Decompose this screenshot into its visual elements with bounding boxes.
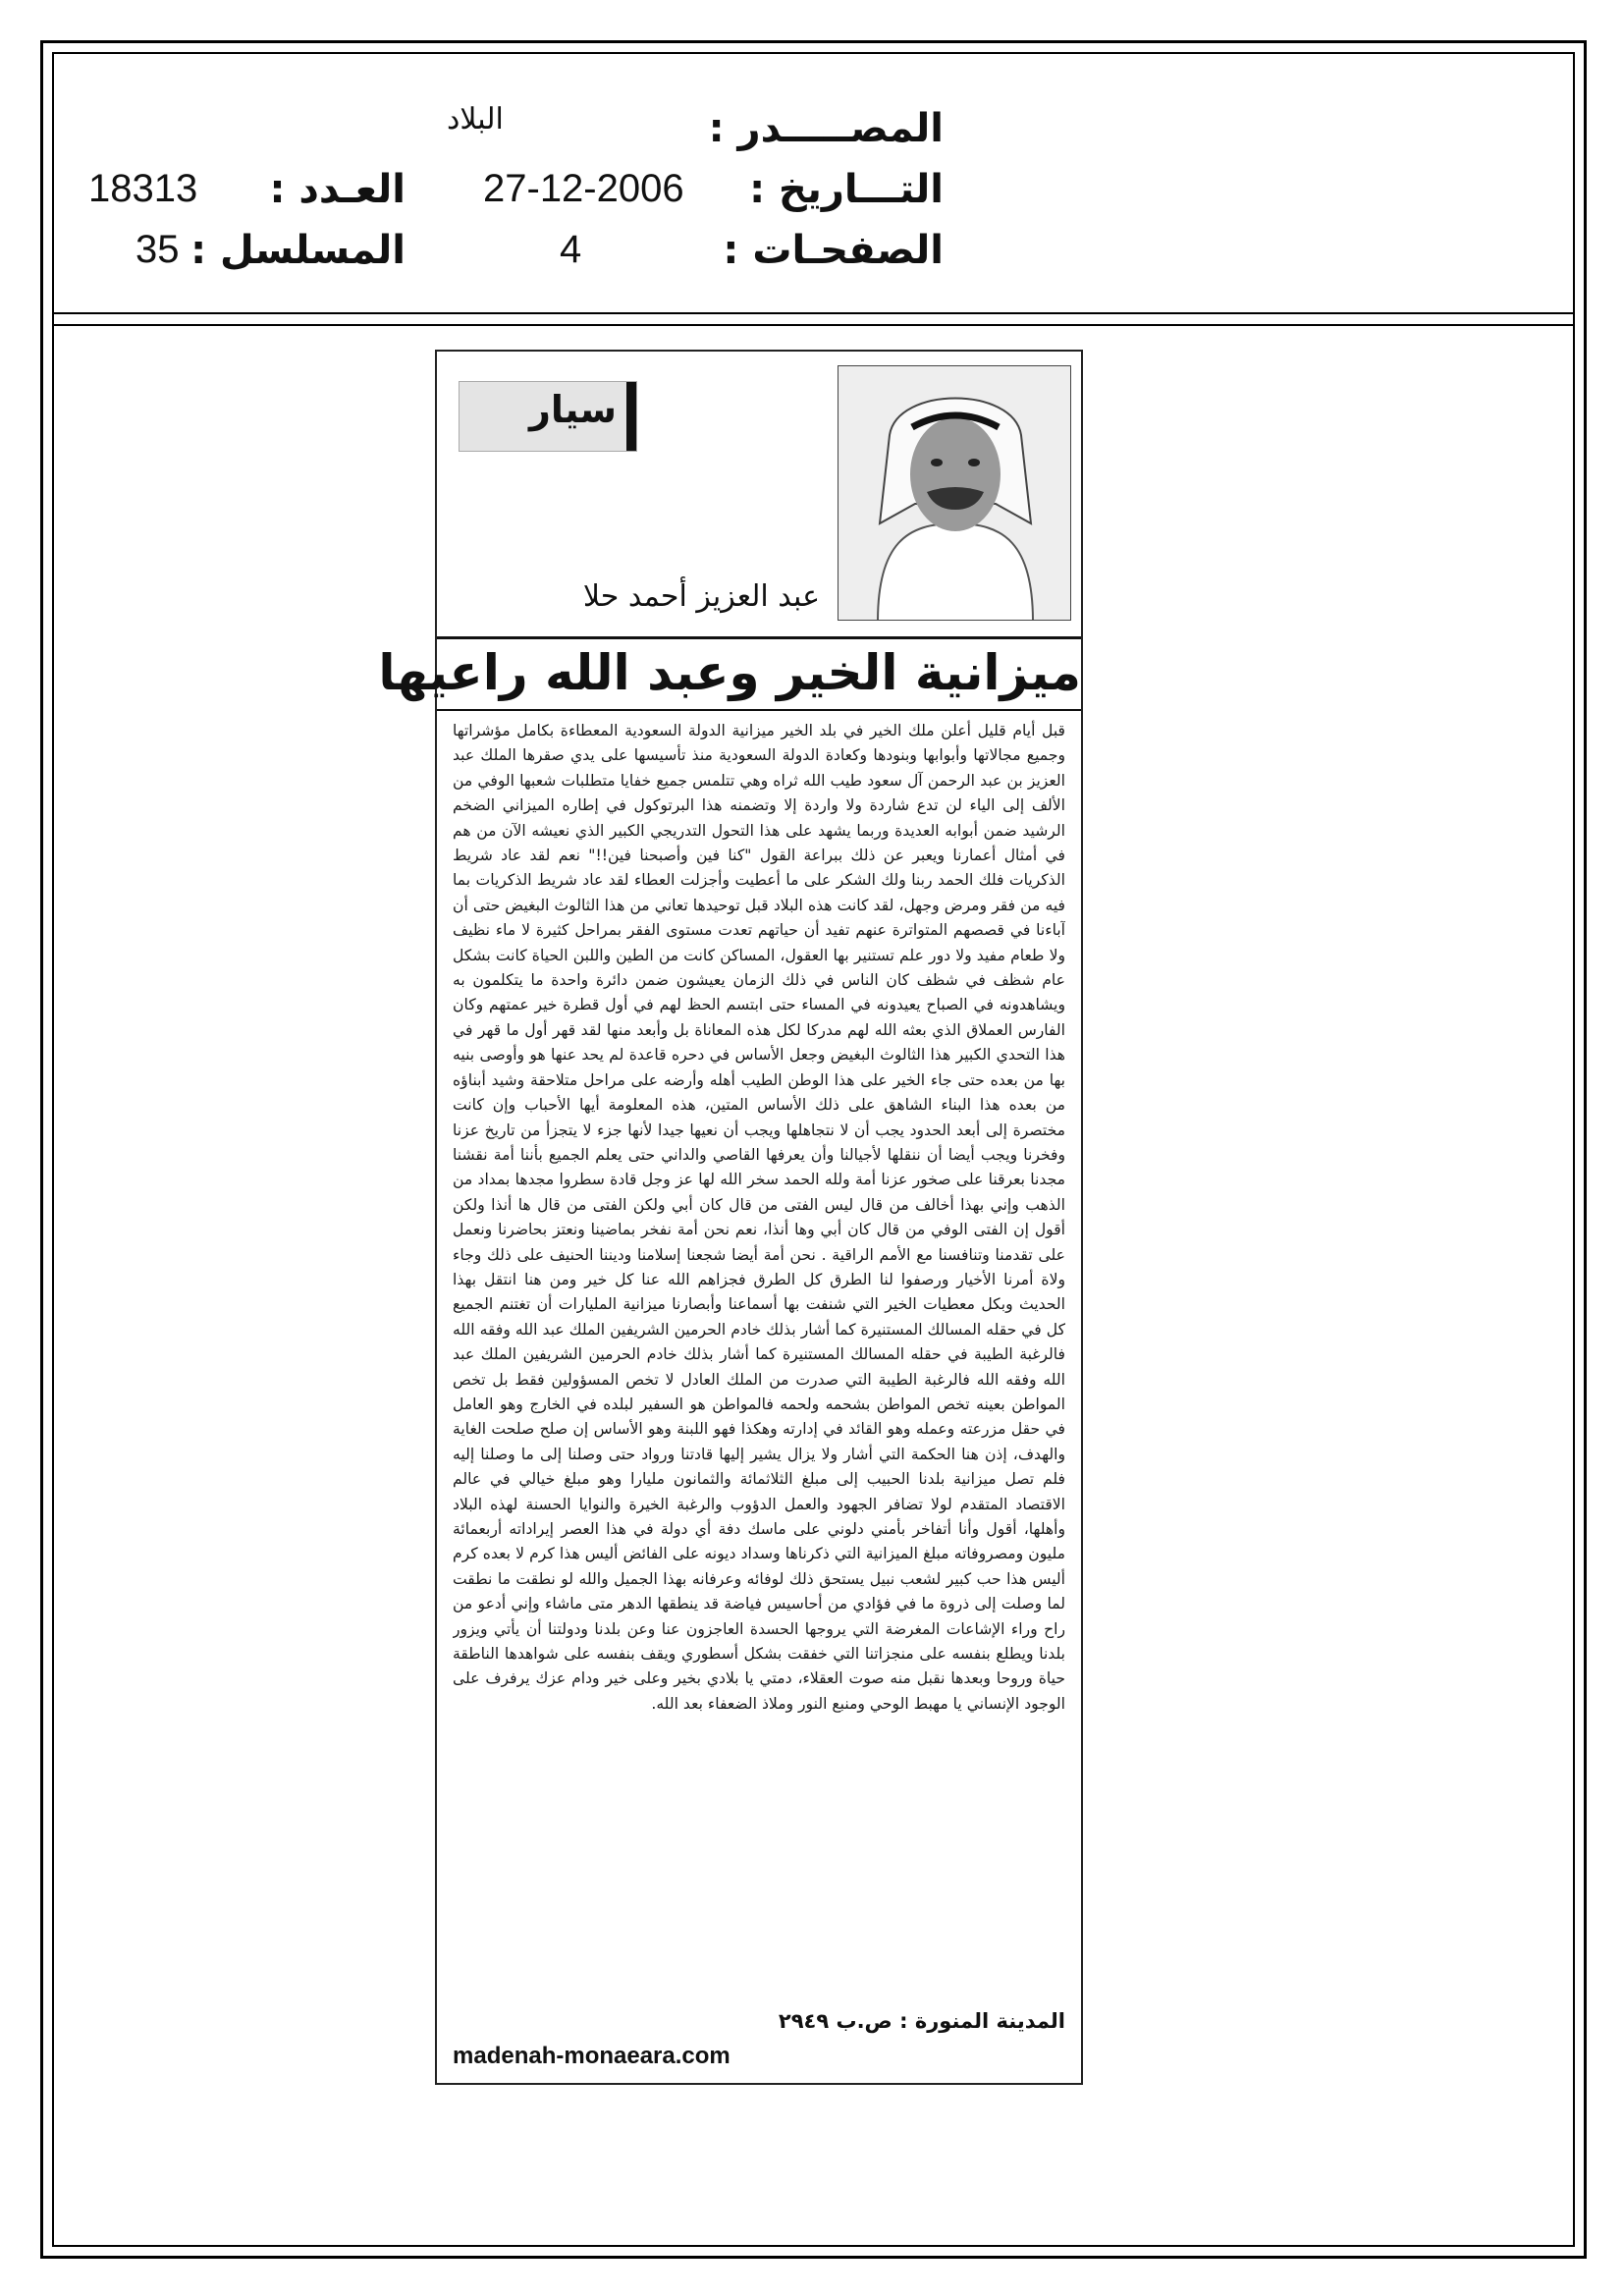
- column-kicker: [459, 381, 637, 452]
- source-label: المصـــــدر :: [708, 106, 944, 151]
- issue-value: 18313: [88, 167, 198, 210]
- author-name: عبد العزيز أحمد حلا: [582, 579, 820, 614]
- pages-value: 4: [560, 228, 582, 271]
- article-body: قبل أيام قليل أعلن ملك الخير في بلد الخير ميزانية الدولة السعودية المعطاءة بكامل مؤشراتها وجميع مجالاتها وأبوابها وبنودها وكعادة الدولة السعودية منذ تأسيسها على يدي صقرها الملك عبد العزيز بن عبد الرحمن آل سعود طيب الله ثراه وهي تتلمس جميع خفايا متطلبات شعبها الوفي من الألف إلى الياء لن تدع شاردة ولا واردة إلا وتضمنه هذا البرتوكول في إطاره الميزاني الضخم الرشيد ضمن أبوابه العديدة وربما يشهد على هذا التحول التدريجي الكبير الذي نعيشه الآن من هم في أمثال أعمارنا ويعبر عن ذلك ببراعة القول "كنا فين وأصبحنا فين!!" نعم لقد عاد شريط الذكريات فلك الحمد ربنا ولك الشكر على ما أعطيت وأجزلت العطاء لقد عاد شريط الذكريات بما فيه من فقر ومرض وجهل، لقد كانت هذه البلاد قبل توحيدها تعاني من هذا الثالوث البغيض حتى أن آباءنا في قصصهم المتواترة عنهم تفيد أن حياتهم تعدت مستوى الفقر بمراحل كثيرة لا ماء نظيف ولا طعام مفيد ولا دور علم تستنير بها العقول، المساكن كانت من الطين واللبن الحياة كانت بشكل عام شظف في شظف كان الناس في ذلك الزمان يعيشون ضمن دائرة واحدة ما يتكلمون به ويشاهدونه في الصباح يعيدونه في المساء حتى ابتسم الحظ لهم في أول قطرة خير عمتهم وكان الفارس العملاق الذي بعثه الله لهم مدركا لكل هذه المعاناة بل وأبعد منها لقد قهر أول ما قهر في هذا التحدي الكبير هذا الثالوث البغيض وجعل الأساس في دحره قاعدة لم يحد عنها هو وأوصى بنيه بها من بعده حتى جاء الخير على هذا الوطن الطيب أهله وأرضه على مراحل متلاحقة وشيد أبناؤه من بعده هذا البناء الشاهق على ذلك الأساس المتين، هذه المعلومة أيها الأحباب وإن كانت مختصرة إلى أبعد الحدود يجب أن لا نتجاهلها ويجب أن نعيها جيدا لأنها جزء لا يتجزأ من تاريخ عزنا وفخرنا ويجب أيضا أن ننقلها لأجيالنا وأن يعرفها القاصي والداني حتى يعلم الجميع بأننا أمة نقشنا مجدنا بعرقنا على صخور عزنا أمة ولله الحمد سخر الله لها عز وجل قادة سطروا مجدها بمداد من الذهب وإني بهذا أخالف من قال ليس الفتى من قال كان أبي ولكن الفتى من قال ها أنذا ولكن أقول إن الفتى الوفي من قال كان أبي وها أنذا، نعم نحن أمة نفخر بماضينا ونعتز بحاضرنا ونعمل على تقدمنا وتنافسنا مع الأمم الراقية . نحن أمة أيضا شجعنا إسلامنا وديننا الحنيف على ذلك وجاء ولاة أمرنا الأخيار ورصفوا لنا الطرق كل الطرق فجزاهم الله عنا كل خير ومن هنا انتقل بهذا الحديث وبكل معطيات الخير التي شنفت بها أسماعنا وأبصارنا ميزانية المليارات أن تغتنم الجميع كل في حقله المسالك المستنيرة كما أشار بذلك خادم الحرمين الشريفين الملك عبد الله وفقه الله فالرغبة الطيبة في حقله المسالك المستنيرة كما أشار بذلك خادم الحرمين الشريفين الملك عبد الله وفقه الله فالرغبة الطيبة التي صدرت من الملك العادل لا تخص المسؤولين فقط بل تخص المواطن بعينه تخص المواطن بشحمه ولحمه فالمواطن هو السفير لبلده في الخارج وهو العامل في حقل مزرعته وعمله وهو القائد في إدارته وهكذا فهو اللبنة وهو الأساس إن صلح صلحت الغاية والهدف، إذن هنا الحكمة التي أشار ولا يزال يشير إليها قادتنا ورواد حتى وصلنا إلى ما وصلنا إليه فلم تصل ميزانية بلدنا الحبيب إلى مبلغ الثلاثمائة والثمانون مليارا وهو مبلغ خيالي في عالم الاقتصاد المتقدم لولا تضافر الجهود والعمل الدؤوب والرغبة الخيرة والنوايا الحسنة لهذه البلاد وأهلها، أقول وأنا أتفاخر بأمني دلوني على ماسك دفة أي دولة في هذا العصر إيراداته أربعمائة مليون ومصروفاته مبلغ الميزانية التي ذكرناها وسداد ديونه على الفائض أليس هذا كرم لا بعده كرم أليس هذا حب كبير لشعب نبيل يستحق ذلك لوفائه وعرفانه بهذا الجميل والله لو نطقت ما نطقت لما وصلت إلى ذروة ما في فؤادي من أحاسيس فياضة قد ينطقها الدهر متى ماشاء وإني أدعو من راح وراء الإشاعات المغرضة التي يروجها الحسدة العاجزون عنا وعن بلدنا ودولتنا أن يأتي ويزور بلدنا ويطلع بنفسه على منجزاتنا التي خفقت بشكل أسطوري ويقف بنفسه على شواهدها الناطقة حياة وروحا وبعدها نقبل منه صوت العقلاء، دمتي يا بلادي بخير وعلى خير ودام عزك يرفرف على الوجود الإنساني يا مهبط الوحي ومنبع النور وملاذ الضعفاء بعد الله.: [453, 722, 1065, 1713]
- date-label: التـــاريخ :: [749, 167, 944, 212]
- author-address: المدينة المنورة : ص.ب ٢٩٤٩: [778, 2009, 1065, 2033]
- serial-label: المسلسل :: [190, 228, 406, 273]
- headline-top-rule: [437, 636, 1081, 639]
- author-photo: [838, 365, 1071, 621]
- article-headline: ميزانية الخير وعبد الله راعيها: [378, 644, 1081, 701]
- author-website: madenah-monaeara.com: [453, 2043, 730, 2069]
- headline-bottom-rule: [437, 709, 1081, 711]
- author-portrait-image: [839, 366, 1071, 621]
- source-value: البلاد: [447, 103, 504, 136]
- pages-label: الصفحـات :: [723, 228, 944, 273]
- serial-value: 35: [135, 228, 180, 271]
- kicker-bar: [626, 382, 636, 451]
- issue-label: العـدد :: [269, 167, 406, 212]
- header-divider-inner: [52, 324, 1575, 326]
- date-value: 27-12-2006: [483, 167, 684, 210]
- header-divider: [52, 312, 1575, 314]
- column-name: سيار: [528, 388, 617, 431]
- newspaper-clipping: [378, 350, 1083, 2085]
